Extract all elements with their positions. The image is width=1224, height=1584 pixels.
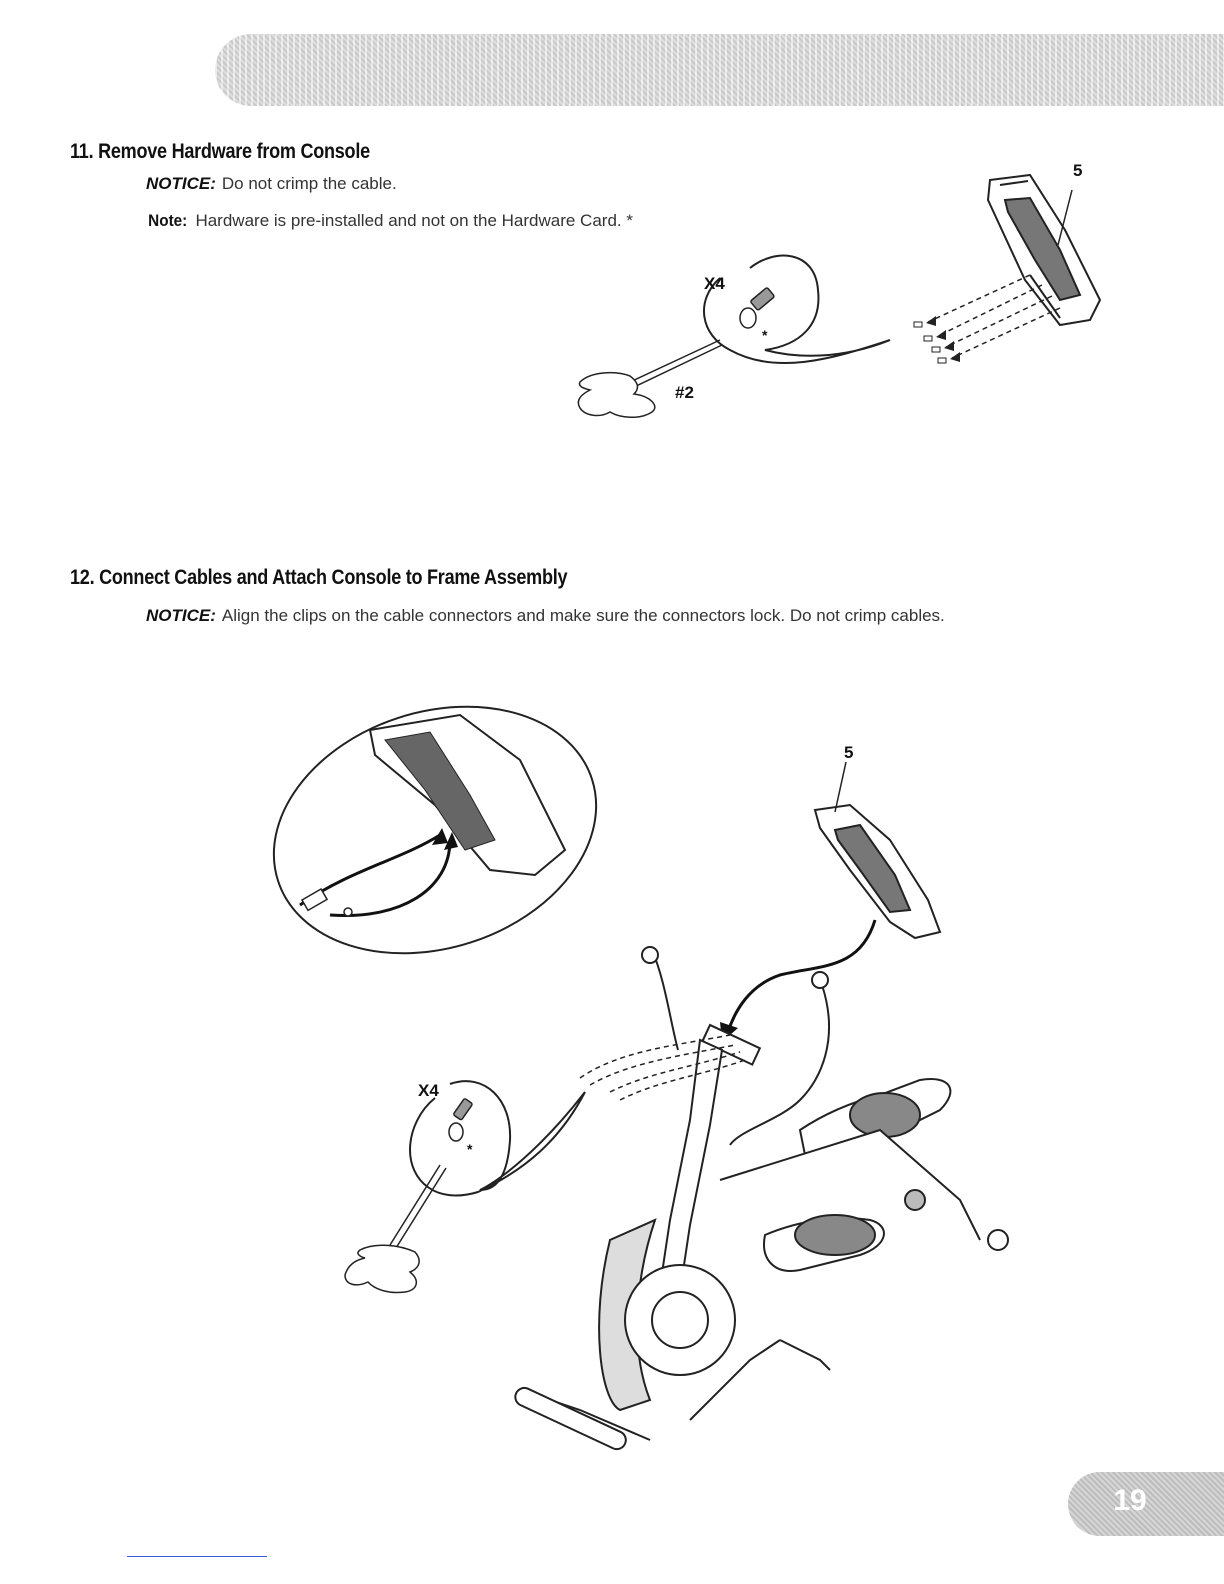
step-11-illustration (560, 150, 1120, 440)
console-illustration (815, 805, 940, 938)
magnify-bubble (704, 256, 890, 364)
step-12-title: 12. Connect Cables and Attach Console to Frame Assembly (70, 566, 568, 589)
notice-label: NOTICE: (146, 174, 216, 193)
quantity-label: X4 (704, 274, 725, 293)
note-label: Note: (148, 211, 188, 230)
tool-size-label: #2 (675, 383, 694, 402)
elliptical-frame (512, 947, 1008, 1452)
step-12-illustration (260, 700, 1020, 1500)
notice-text: Do not crimp the cable. (221, 174, 397, 193)
asterisk-mark: * (762, 327, 768, 343)
small-screws (914, 322, 946, 363)
step-11-notice (146, 174, 397, 194)
part-5-label: 5 (1073, 161, 1083, 180)
part-5-label: 5 (844, 743, 854, 762)
step-11-title: 11. Remove Hardware from Console (70, 140, 370, 163)
notice-label: NOTICE: (146, 606, 216, 625)
header-band (215, 34, 1224, 106)
console-illustration (988, 175, 1100, 325)
part-5-leader (835, 762, 846, 812)
screwdriver-illustration (578, 340, 722, 417)
attach-arrow (728, 920, 875, 1032)
step-12-notice (146, 606, 945, 626)
footer-link-line[interactable] (127, 1556, 267, 1557)
notice-text: Align the clips on the cable connectors and make sure the connectors lock. Do not crimp cables. (221, 606, 945, 625)
note-text: Hardware is pre-installed and not on the Hardware Card. * (195, 211, 633, 230)
detail-inset (260, 700, 628, 993)
page-number: 19 (1113, 1484, 1147, 1517)
quantity-label: X4 (418, 1081, 439, 1100)
asterisk-mark: * (467, 1141, 473, 1157)
